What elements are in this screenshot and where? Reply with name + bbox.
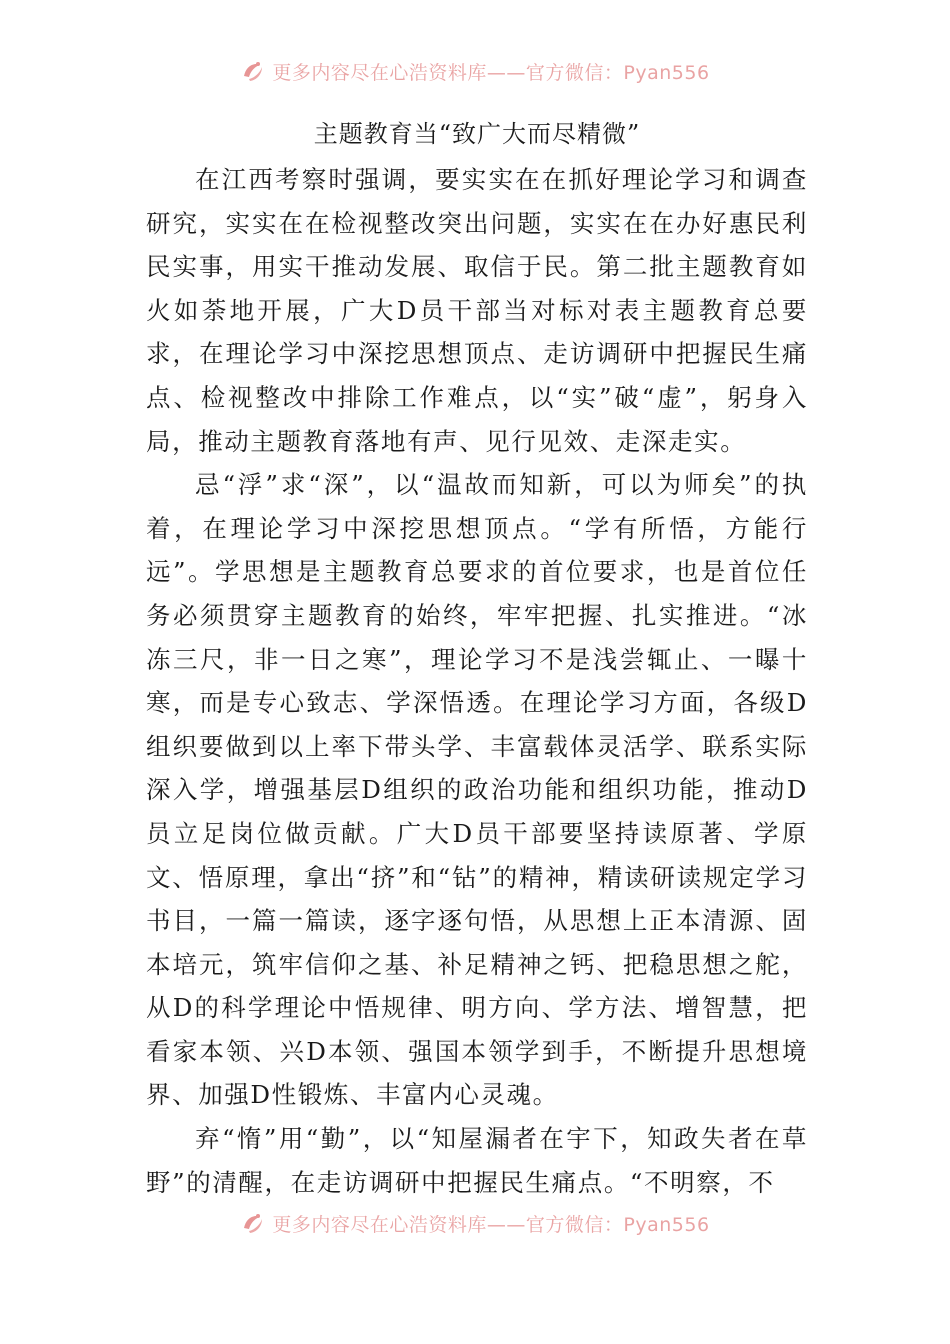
paragraph: 在江西考察时强调，要实实在在抓好理论学习和调查研究，实实在在检视整改突出问题，实实在在办好惠民利民实事，用实干推动发展、取信于民。第二批主题教育如火如荼地开展，广大D员干部当对标对表主题教育总要求，在理论学习中深挖思想顶点、走访调研中把握民生痛点、检视整改中排除工作难点，以“实”破“虚”，躬身入局，推动主题教育落地有声、见行见效、走深走实。 bbox=[146, 165, 808, 456]
paragraph: 忌“浮”求“深”，以“温故而知新，可以为师矣”的执着，在理论学习中深挖思想顶点。“学有所悟，方能行远”。学思想是主题教育总要求的首位要求，也是首位任务必须贯穿主题教育的始终，牢牢把握、扎实推进。“冰冻三尺，非一日之寒”，理论学习不是浅尝辄止、一曝十寒，而是专心致志、学深悟透。在理论学习方面，各级D组织要做到以上率下带头学、丰富载体灵活学、联系实际深入学，增强基层D组织的政治功能和组织功能，推动D员立足岗位做贡献。广大D员干部要坚持读原著、学原文、悟原理，拿出“挤”和“钻”的精神，精读研读规定学习书目，一篇一篇读，逐字逐句悟，从思想上正本清源、固本培元，筑牢信仰之基、补足精神之钙、把稳思想之舵，从D的科学理论中悟规律、明方向、学方法、增智慧，把看家本领、兴D本领、强国本领学到手，不断提升思想境界、加强D性锻炼、丰富内心灵魂。 bbox=[146, 470, 808, 1110]
watermark-footer bbox=[0, 1206, 950, 1240]
watermark-text: 更多内容尽在心浩资料库——官方微信：Pyan556 bbox=[272, 61, 710, 84]
paragraph: 弃“惰”用“勤”，以“知屋漏者在宇下，知政失者在草野”的清醒，在走访调研中把握民生痛点。“不明察，不 bbox=[146, 1124, 808, 1197]
watermark-header bbox=[0, 54, 950, 88]
watermark-logo-icon bbox=[240, 58, 266, 84]
watermark-logo-icon bbox=[240, 1210, 266, 1236]
watermark-text: 更多内容尽在心浩资料库——官方微信：Pyan556 bbox=[272, 1213, 710, 1236]
document-body bbox=[146, 112, 808, 1204]
document-title: 主题教育当“致广大而尽精微” bbox=[313, 120, 641, 148]
